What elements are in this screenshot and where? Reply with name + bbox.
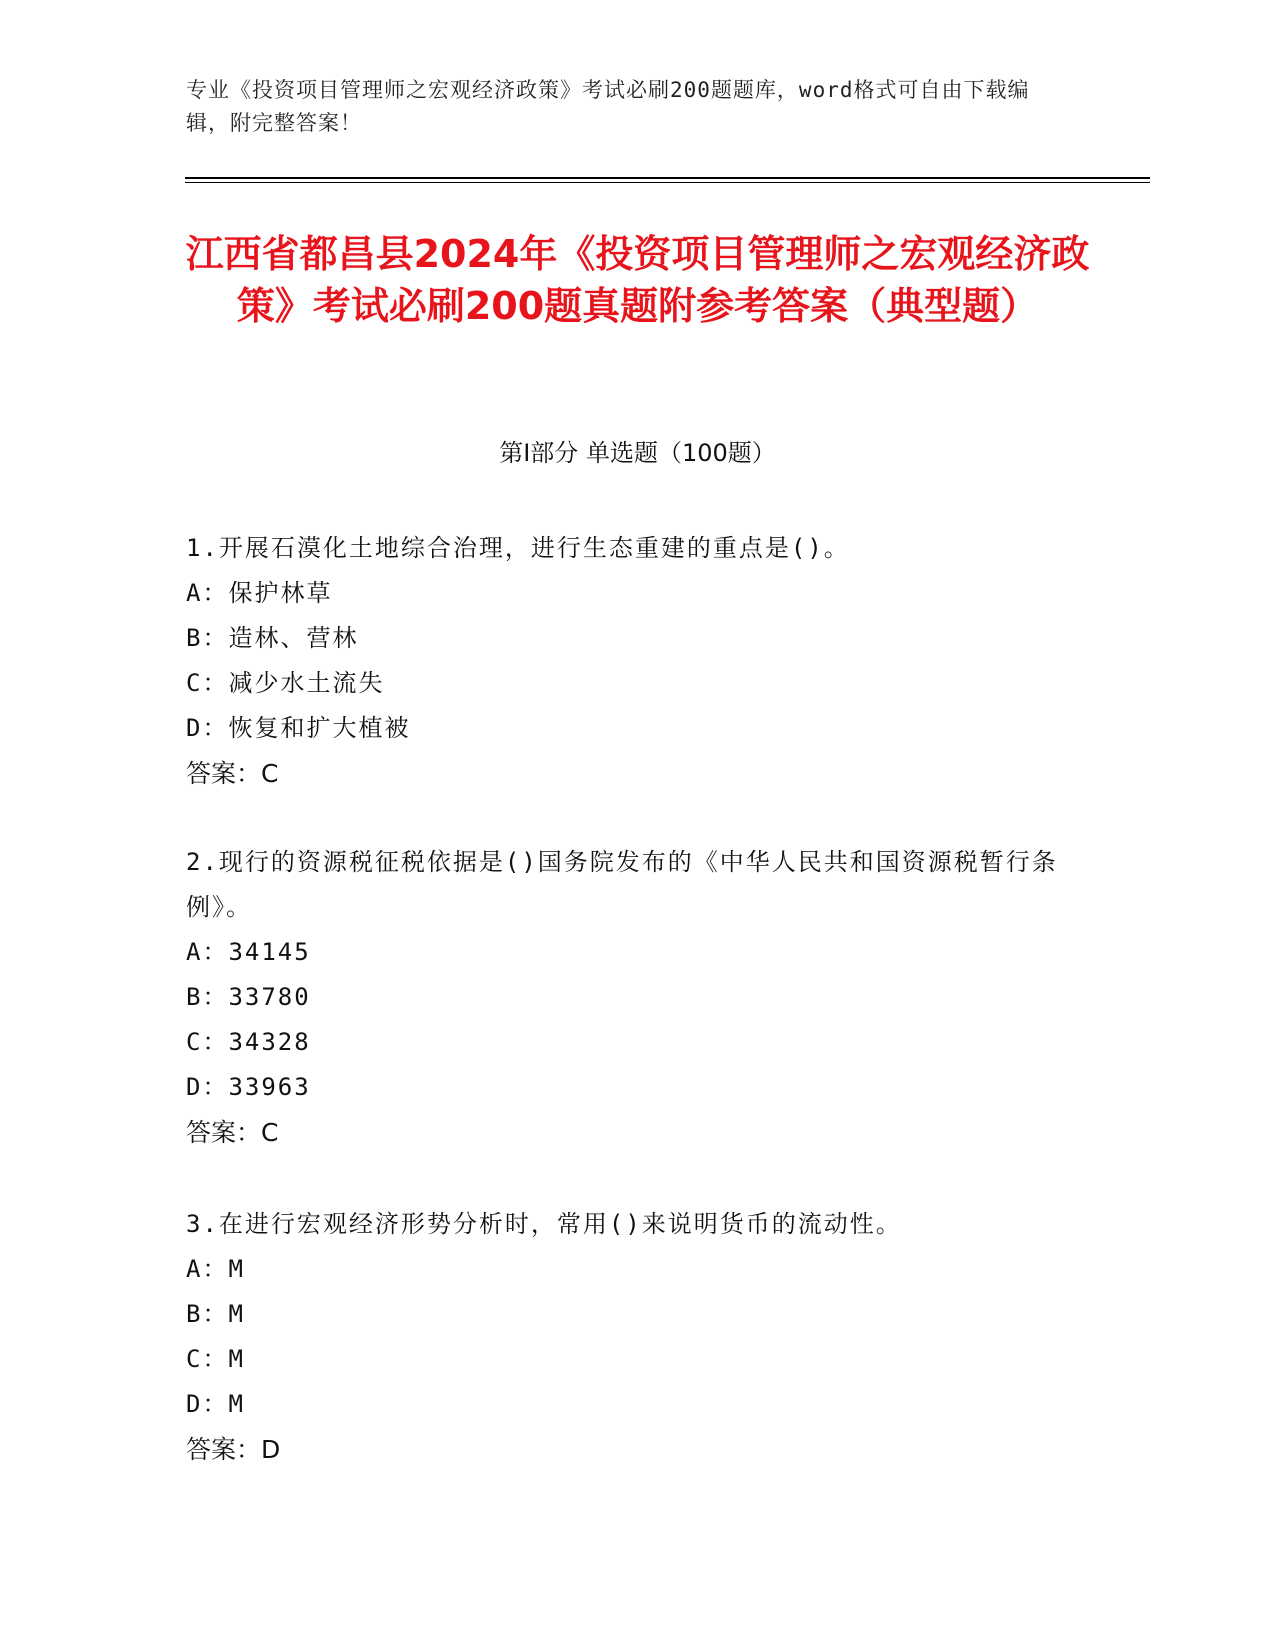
option-b: B：造林、营林: [186, 624, 359, 652]
answer-line: 答案：D: [186, 1435, 281, 1464]
option-d: D：33963: [186, 1073, 311, 1101]
option-c: C：M: [186, 1345, 245, 1373]
question-block: [186, 526, 1066, 796]
option-a: A：M: [186, 1255, 245, 1283]
option-d: D：M: [186, 1390, 245, 1418]
answer-line: 答案：C: [186, 759, 279, 788]
option-c: C：减少水土流失: [186, 669, 385, 697]
header-divider-thick: [185, 177, 1150, 179]
option-a: A：34145: [186, 938, 311, 966]
question-stem: 1.开展石漠化土地综合治理，进行生态重建的重点是()。: [186, 534, 850, 562]
question-block: [186, 1202, 1066, 1472]
answer-line: 答案：C: [186, 1118, 279, 1147]
section-heading: 第I部分 单选题（100题）: [499, 439, 776, 467]
option-d: D：恢复和扩大植被: [186, 714, 411, 742]
option-c: C：34328: [186, 1028, 311, 1056]
header-divider-thin: [185, 182, 1150, 183]
question-stem: 3.在进行宏观经济形势分析时，常用()来说明货币的流动性。: [186, 1210, 902, 1238]
question-block: [186, 840, 1066, 1155]
question-stem: 2.现行的资源税征税依据是()国务院发布的《中华人民共和国资源税暂行条例》。: [186, 848, 1058, 921]
document-title: 江西省都昌县2024年《投资项目管理师之宏观经济政策》考试必刷200题真题附参考答案（典型题）: [185, 232, 1090, 328]
option-b: B：33780: [186, 983, 311, 1011]
option-b: B：M: [186, 1300, 245, 1328]
header-note: 专业《投资项目管理师之宏观经济政策》考试必刷200题题库，word格式可自由下载编辑，附完整答案！: [186, 78, 1030, 135]
option-a: A：保护林草: [186, 579, 333, 607]
